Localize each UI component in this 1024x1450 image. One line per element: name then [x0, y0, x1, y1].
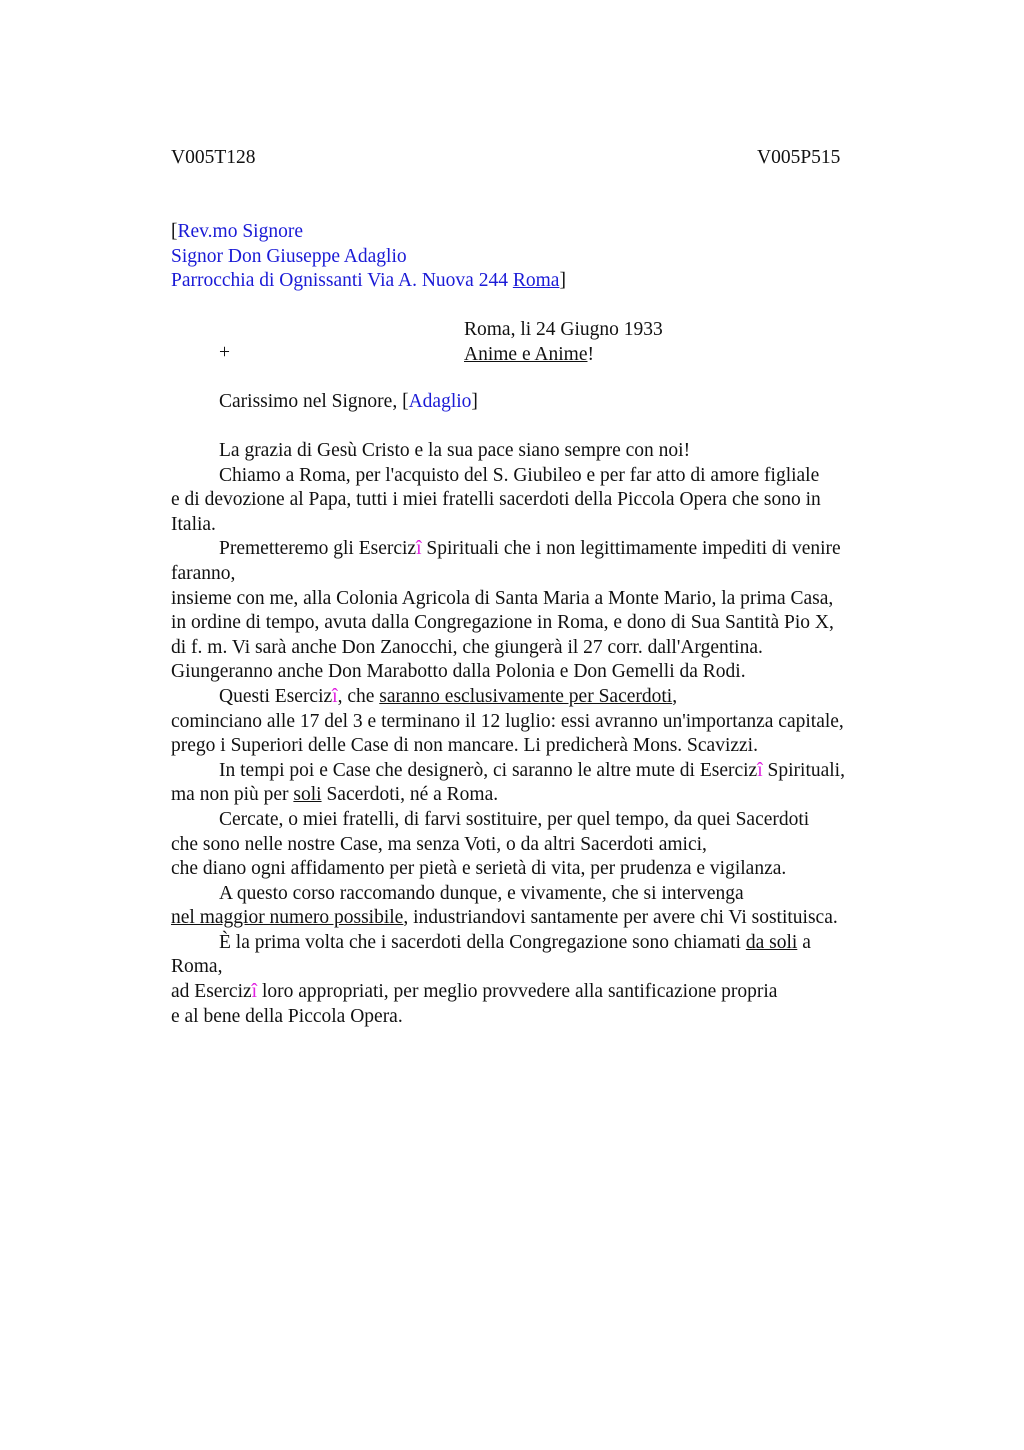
underlined-text: soli: [293, 784, 322, 806]
text-span: Premetteremo gli Esercizî: [219, 538, 422, 560]
salutation-text: Carissimo nel Signore,: [219, 391, 403, 412]
body-line: [171, 759, 891, 784]
circumflex-mark: î: [416, 538, 422, 560]
address-parish: Parrocchia di Ognissanti Via A. Nuova 244: [171, 270, 513, 291]
volume-code-left: V005T128: [171, 147, 256, 168]
recipient-address: [171, 220, 566, 294]
body-line: Chiamo a Roma, per l'acquisto del S. Giubileo e per far atto di amore figliale: [219, 464, 820, 486]
body-line: di f. m. Vi sarà anche Don Zanocchi, che giungerà il 27 corr. dall'Argentina.: [171, 636, 763, 658]
body-line: e di devozione al Papa, tutti i miei fratelli sacerdoti della Piccola Opera che sono in: [171, 489, 821, 511]
motto-line: [464, 342, 663, 367]
circumflex-mark: î: [332, 685, 338, 707]
body-line: Cercate, o miei fratelli, di farvi sostituire, per quel tempo, da quei Sacerdoti: [219, 808, 810, 830]
text-span: È la prima volta che i sacerdoti della Congregazione sono chiamati: [219, 931, 746, 953]
text-span: Spirituali,: [762, 759, 845, 781]
text-span: ad Esercizî: [171, 981, 258, 1003]
body-line: Giungeranno anche Don Marabotto dalla Polonia e Don Gemelli da Rodi.: [171, 661, 746, 683]
address-line-1: [Rev.mo Signore: [171, 221, 303, 242]
body-line: Roma,: [171, 956, 223, 978]
body-line: [171, 906, 891, 931]
body-line: [171, 980, 891, 1005]
address-line-2: Signor Don Giuseppe Adaglio: [171, 245, 407, 267]
text-span: Questi Esercizî: [219, 685, 338, 707]
cross-symbol: +: [219, 342, 230, 363]
body-line: [171, 783, 891, 808]
address-city: Roma: [512, 270, 560, 291]
body-line: in ordine di tempo, avuta dalla Congregazione in Roma, e dono di Sua Santità Pio X,: [171, 612, 834, 634]
address-line-3: Parrocchia di Ognissanti Via A. Nuova 244 Roma]: [171, 270, 566, 291]
text-span: ,: [672, 685, 678, 707]
body-line: insieme con me, alla Colonia Agricola di Santa Maria a Monte Mario, la prima Casa,: [171, 587, 834, 609]
body-line: che sono nelle nostre Case, ma senza Voti, o da altri Sacerdoti amici,: [171, 833, 707, 855]
motto: Anime e Anime: [464, 344, 588, 365]
body-line: Italia.: [171, 513, 216, 535]
body-line: La grazia di Gesù Cristo e la sua pace siano sempre con noi!: [219, 440, 691, 461]
place-date: Roma, li 24 Giugno 1933: [464, 319, 663, 340]
salutation: Carissimo nel Signore, [Adaglio]: [219, 391, 478, 412]
body-line: [171, 931, 891, 956]
body-line: [171, 685, 891, 710]
page-code-right: V005P515: [757, 147, 841, 168]
text-span: Spirituali che i non legittimamente impediti di venire: [421, 538, 841, 560]
text-span: loro appropriati, per meglio provvedere alla santificazione propria: [257, 981, 778, 1003]
text-span: , industriandovi santamente per avere chi Vi sostituisca.: [403, 907, 838, 929]
body-line: cominciano alle 17 del 3 e terminano il 12 luglio: essi avranno un'importanza capitale,: [171, 710, 844, 732]
body-line: che diano ogni affidamento per pietà e serietà di vita, per prudenza e vigilanza.: [171, 858, 787, 880]
text-span: ma non più per: [171, 784, 294, 806]
circumflex-mark: î: [757, 759, 763, 781]
salutation-name: Adaglio: [408, 391, 472, 412]
text-span: a: [797, 931, 811, 953]
body-line: faranno,: [171, 562, 236, 584]
underlined-text: nel maggior numero possibile: [171, 907, 404, 929]
body-line: prego i Superiori delle Case di non mancare. Li predicherà Mons. Scavizzi.: [171, 735, 758, 757]
letter-body: [171, 439, 891, 1029]
underlined-text: da soli: [745, 931, 798, 953]
text-span: , che: [337, 685, 380, 707]
motto-end: !: [587, 344, 594, 365]
dateline: [464, 317, 663, 367]
body-line: [171, 537, 891, 562]
address-title: Rev.mo Signore: [177, 221, 303, 242]
circumflex-mark: î: [251, 981, 258, 1003]
text-span: Sacerdoti, né a Roma.: [321, 784, 499, 806]
text-span: In tempi poi e Case che designerò, ci saranno le altre mute di Esercizî: [219, 759, 763, 781]
body-line: e al bene della Piccola Opera.: [171, 1005, 403, 1027]
underlined-text: saranno esclusivamente per Sacerdoti: [379, 685, 673, 707]
body-line: A questo corso raccomando dunque, e vivamente, che si intervenga: [219, 882, 744, 904]
